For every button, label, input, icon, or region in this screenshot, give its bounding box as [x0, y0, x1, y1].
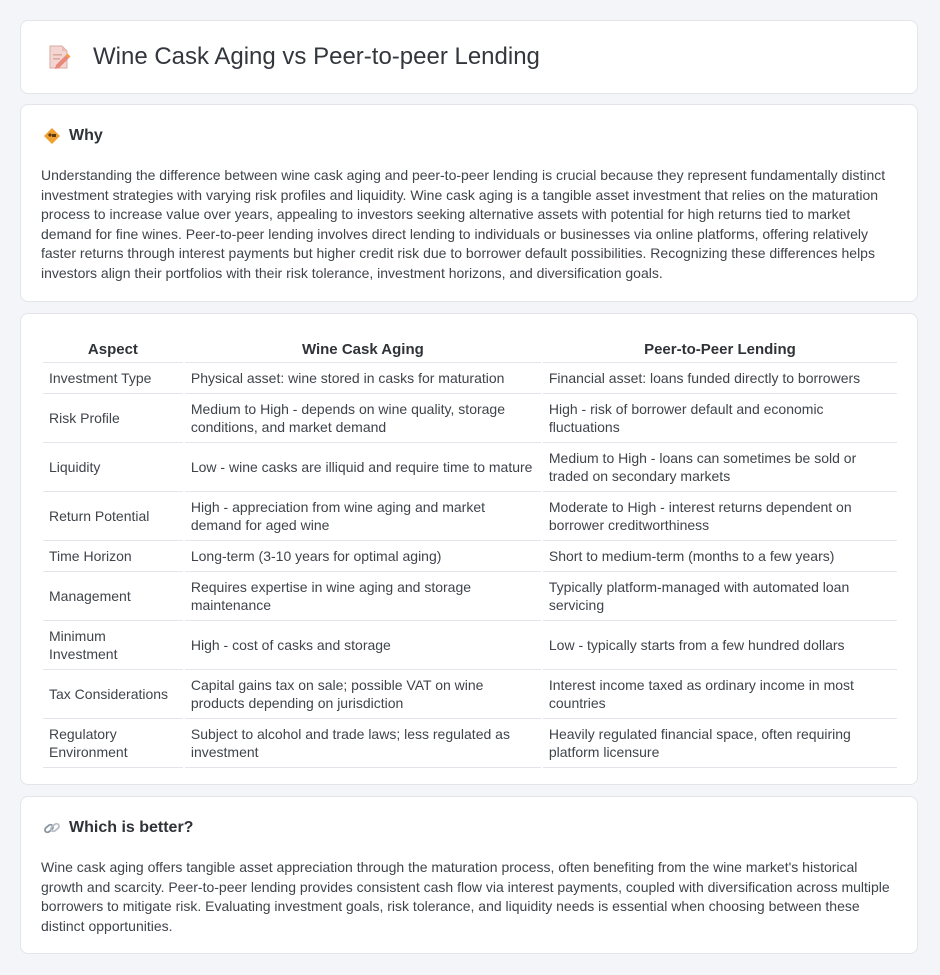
header-wine-cask-aging: Wine Cask Aging	[185, 333, 541, 363]
better-title: Which is better?	[69, 819, 194, 836]
wine-cell: Requires expertise in wine aging and storage maintenance	[185, 572, 541, 621]
header-aspect: Aspect	[43, 333, 183, 363]
p2p-cell: Medium to High - loans can sometimes be sold or traded on secondary markets	[543, 443, 897, 492]
document-pencil-icon	[47, 43, 71, 71]
link-icon	[43, 819, 61, 837]
aspect-cell: Return Potential	[43, 492, 183, 541]
p2p-cell: Low - typically starts from a few hundred dollars	[543, 621, 897, 670]
wine-cell: Long-term (3-10 years for optimal aging)	[185, 541, 541, 572]
wine-cell: High - cost of casks and storage	[185, 621, 541, 670]
wine-cell: Medium to High - depends on wine quality, storage conditions, and market demand	[185, 394, 541, 443]
why-heading	[43, 127, 103, 145]
comparison-section	[20, 313, 918, 785]
better-heading	[43, 819, 193, 837]
table-row	[43, 492, 897, 541]
table-row	[43, 719, 897, 768]
p2p-cell: High - risk of borrower default and economic fluctuations	[543, 394, 897, 443]
p2p-cell: Typically platform-managed with automated loan servicing	[543, 572, 897, 621]
why-section	[20, 104, 918, 302]
wine-cell: Capital gains tax on sale; possible VAT on wine products depending on jurisdiction	[185, 670, 541, 719]
p2p-cell: Financial asset: loans funded directly to borrowers	[543, 363, 897, 394]
table-row	[43, 621, 897, 670]
aspect-cell: Time Horizon	[43, 541, 183, 572]
comparison-table	[41, 333, 899, 768]
why-text: Understanding the difference between wine cask aging and peer-to-peer lending is crucial because they represent fundamentally distinct investment strategies with varying risk profiles and liquidity. Wine cask aging is a tangible asset investment that relies on the maturation process to increase value over years, appealing to investors seeking alternative assets with potential for high returns tied to market demand for fine wines. Peer-to-peer lending involves direct lending to individuals or businesses via online platforms, offering relatively faster returns through interest payments but higher credit risk due to borrower default possibilities. Recognizing these differences helps investors align their portfolios with their risk tolerance, investment horizons, and diversification goals.	[41, 167, 886, 281]
why-title: Why	[69, 127, 103, 144]
table-row	[43, 443, 897, 492]
better-text: Wine cask aging offers tangible asset appreciation through the maturation process, often benefiting from the wine market's historical growth and scarcity. Peer-to-peer lending provides consistent cash flow via interest payments, coupled with diversification across multiple borrowers to mitigate risk. Evaluating investment goals, risk tolerance, and liquidity needs is essential when choosing between these distinct opportunities.	[41, 859, 890, 934]
p2p-cell: Short to medium-term (months to a few years)	[543, 541, 897, 572]
table-row	[43, 363, 897, 394]
aspect-cell: Risk Profile	[43, 394, 183, 443]
which-is-better-section	[20, 796, 918, 954]
wine-cell: High - appreciation from wine aging and market demand for aged wine	[185, 492, 541, 541]
aspect-cell: Investment Type	[43, 363, 183, 394]
title-row	[47, 43, 540, 71]
title-card	[20, 20, 918, 94]
wine-cell: Subject to alcohol and trade laws; less regulated as investment	[185, 719, 541, 768]
aspect-cell: Liquidity	[43, 443, 183, 492]
table-row	[43, 541, 897, 572]
p2p-cell: Heavily regulated financial space, often requiring platform licensure	[543, 719, 897, 768]
table-row	[43, 670, 897, 719]
p2p-cell: Moderate to High - interest returns dependent on borrower creditworthiness	[543, 492, 897, 541]
aspect-cell: Regulatory Environment	[43, 719, 183, 768]
table-row	[43, 394, 897, 443]
aspect-cell: Tax Considerations	[43, 670, 183, 719]
page-title: Wine Cask Aging vs Peer-to-peer Lending	[93, 43, 540, 70]
table-row	[43, 572, 897, 621]
wine-cell: Physical asset: wine stored in casks for maturation	[185, 363, 541, 394]
diamond-sign-icon	[43, 127, 61, 145]
aspect-cell: Minimum Investment	[43, 621, 183, 670]
p2p-cell: Interest income taxed as ordinary income in most countries	[543, 670, 897, 719]
header-peer-to-peer-lending: Peer-to-Peer Lending	[543, 333, 897, 363]
wine-cell: Low - wine casks are illiquid and require time to mature	[185, 443, 541, 492]
table-header-row	[43, 333, 897, 363]
aspect-cell: Management	[43, 572, 183, 621]
